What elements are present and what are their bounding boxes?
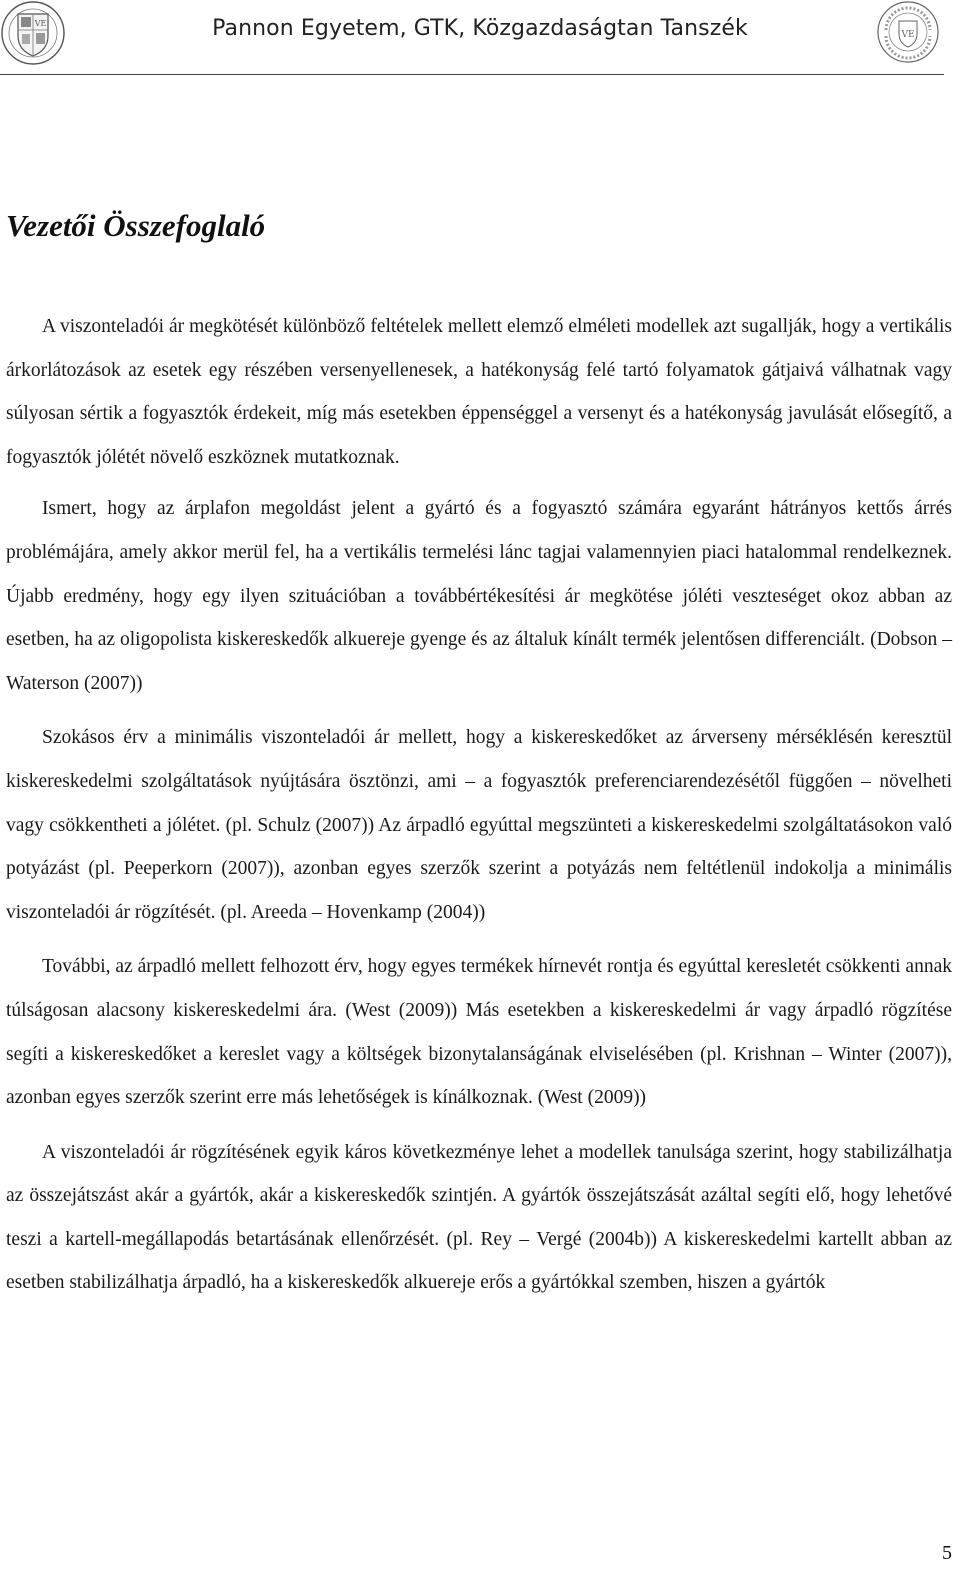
page-header — [0, 0, 960, 80]
faculty-seal-logo — [876, 0, 940, 64]
svg-text:VE: VE — [34, 19, 47, 28]
paragraph: A viszonteladói ár rögzítésének egyik káros következménye lehet a modellek tanulsága szerint, hogy stabilizálhatja az összejátszást akár a gyártók, akár a kiskereskedők szintjén. A gyártók összejátszását azáltal segíti elő, hogy lehetővé teszi a kartell-megállapodás betartásának ellenőrzését. (pl. Rey – Vergé (2004b)) A kiskereskedelmi kartellt abban az esetben stabilizálhatja árpadló, ha a kiskereskedők alkuereje erős a gyártókkal szemben, hiszen a gyártók — [6, 1141, 952, 1294]
header-divider — [0, 74, 944, 75]
paragraph: Szokásos érv a minimális viszonteladói ár mellett, hogy a kiskereskedőket az árverseny mérséklésén keresztül kiskereskedelmi szolgáltatások nyújtására ösztönzi, ami – a fogyasztók preferenciarendezésétől függően – növelheti vagy csökkentheti a jólétet. (pl. Schulz (2007)) Az árpadló egyúttal megszünteti a kiskereskedelmi szolgáltatásokon való potyázást (pl. Peeperkorn (2007)), azonban egyes szerzők szerint a potyázás nem feltétlenül indokolja a minimális viszonteladói ár rögzítését. (pl. Areeda – Hovenkamp (2004)) — [6, 727, 952, 923]
svg-text:VE: VE — [901, 30, 915, 40]
paragraph: A viszonteladói ár megkötését különböző feltételek mellett elemző elméleti modellek azt sugallják, hogy a vertikális árkorlátozások az esetek egy részében versenyellenesek, a hatékonyság felé tartó folyamatok gátjaivá válhatnak vagy súlyosan sértik a fogyasztók érdekeit, míg más esetekben éppenséggel a versenyt és a hatékonyság javulását elősegítő, a fogyasztók jólétét növelő eszköznek mutatkoznak. — [6, 316, 952, 468]
page-number: 5 — [942, 1542, 952, 1564]
section-heading: Vezetői Összefoglaló — [6, 208, 266, 243]
paragraph: További, az árpadló mellett felhozott érv, hogy egyes termékek hírnevét rontja és egyúttal keresletét csökkenti annak túlságosan alacsony kiskereskedelmi ára. (West (2009)) Más esetekben a kiskereskedelmi ár vagy árpadló rögzítése segíti a kiskereskedőket a kereslet vagy a költségek bizonytalanságának elviselésében (pl. Krishnan – Winter (2007)), azonban egyes szerzők szerint erre más lehetőségek is kínálkoznak. (West (2009)) — [6, 956, 952, 1109]
header-title: Pannon Egyetem, GTK, Közgazdaságtan Tanszék — [212, 16, 748, 41]
paragraph: Ismert, hogy az árplafon megoldást jelent a gyártó és a fogyasztó számára egyaránt hátrányos kettős árrés problémájára, amely akkor merül fel, ha a vertikális termelési lánc tagjai valamennyien piaci hatalommal rendelkeznek. Újabb eredmény, hogy egy ilyen szituációban a továbbértékesítési ár megkötése jóléti veszteséget okoz abban az esetben, ha az oligopolista kiskereskedők alkuereje gyenge és az általuk kínált termék jelentősen differenciált. (Dobson – Waterson (2007)) — [6, 498, 952, 694]
document-body — [6, 305, 952, 1305]
